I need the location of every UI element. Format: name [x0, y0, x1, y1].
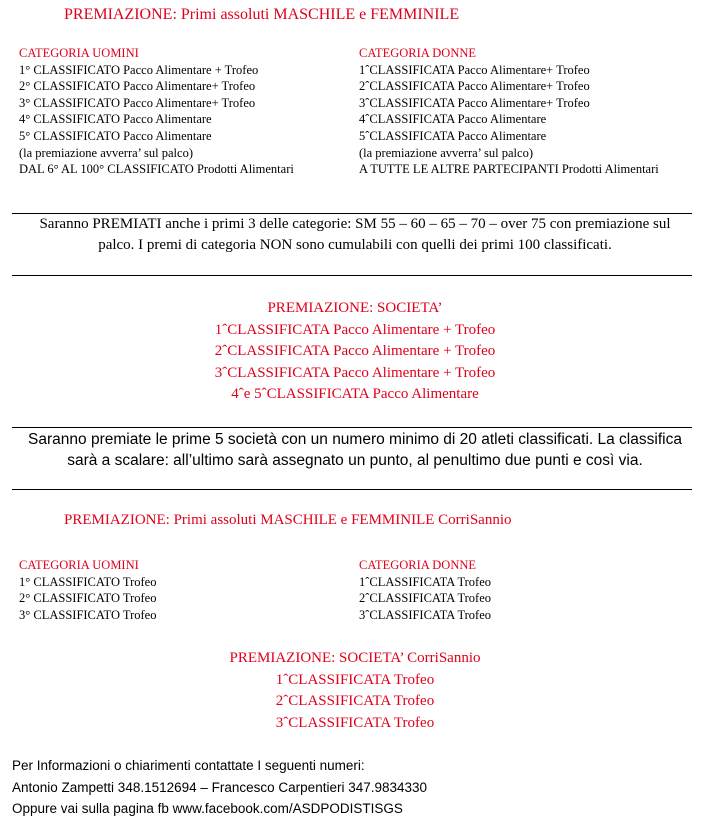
divider: [12, 427, 692, 428]
societa-corrisannio-title: PREMIAZIONE: SOCIETA’ CorriSannio: [229, 650, 481, 666]
men-prize-note: (la premiazione avverra’ sul palco): [19, 145, 193, 160]
men-category-column: [19, 45, 359, 178]
societa-row: 1ˆCLASSIFICATA Pacco Alimentare + Trofeo: [214, 321, 496, 338]
women-category-heading: CATEGORIA DONNE: [359, 558, 477, 572]
societa-row: 1ˆCLASSIFICATA Trofeo: [275, 671, 435, 688]
men-prize-row: 3° CLASSIFICATO Trofeo: [19, 607, 157, 622]
men-prize-row: 1° CLASSIFICATO Trofeo: [19, 574, 157, 589]
societa-row: 3ˆCLASSIFICATA Pacco Alimentare + Trofeo: [214, 364, 496, 381]
societa-row: 2ˆCLASSIFICATA Pacco Alimentare + Trofeo: [214, 343, 496, 359]
societa-row: 2ˆCLASSIFICATA Trofeo: [275, 693, 435, 709]
women-prize-row: 1ˆCLASSIFICATA Trofeo: [359, 574, 492, 589]
women-prize-row: 5ˆCLASSIFICATA Pacco Alimentare: [359, 128, 547, 143]
societa-row: 4ˆe 5ˆCLASSIFICATA Pacco Alimentare: [231, 386, 479, 402]
societa-title: PREMIAZIONE: SOCIETA’: [267, 300, 443, 316]
men-category-heading: CATEGORIA UOMINI: [19, 46, 139, 60]
contact-info: [12, 755, 702, 820]
divider: [12, 489, 692, 490]
men-category-heading: CATEGORIA UOMINI: [19, 558, 139, 572]
women-prize-row: 4ˆCLASSIFICATA Pacco Alimentare: [359, 112, 547, 127]
women-prize-row: 1ˆCLASSIFICATA Pacco Alimentare+ Trofeo: [359, 62, 590, 77]
facebook-link[interactable]: Oppure vai sulla pagina fb www.facebook.com/ASDPODISTISGS: [12, 801, 403, 816]
societa-section: [0, 298, 710, 406]
men-prize-row: 3° CLASSIFICATO Pacco Alimentare+ Trofeo: [19, 95, 256, 110]
section1-title: PREMIAZIONE: Primi assoluti MASCHILE e FEMMINILE: [64, 6, 460, 23]
men-prize-row: 1° CLASSIFICATO Pacco Alimentare + Trofeo: [19, 62, 259, 77]
women-category-column: [359, 45, 699, 178]
women-prize-row: 3ˆCLASSIFICATA Pacco Alimentare+ Trofeo: [359, 95, 590, 110]
women-prize-note: (la premiazione avverra’ sul palco): [359, 145, 533, 160]
women-prize-row: 3ˆCLASSIFICATA Trofeo: [359, 607, 492, 622]
divider: [12, 275, 692, 276]
category-note: Saranno PREMIATI anche i primi 3 delle categorie: SM 55 – 60 – 65 – 70 – over 75 con premiazione sul palco. I premi di categoria NON sono cumulabili con quelli dei primi 100 classificati.: [39, 216, 671, 253]
societa-corrisannio-section: [0, 648, 710, 734]
men-prize-row: 4° CLASSIFICATO Pacco Alimentare: [19, 112, 212, 127]
women-prize-row: 2ˆCLASSIFICATA Trofeo: [359, 591, 492, 606]
contact-intro: Per Informazioni o chiarimenti contattate I seguenti numeri:: [12, 758, 365, 773]
men-prize-row: 2° CLASSIFICATO Pacco Alimentare+ Trofeo: [19, 79, 256, 94]
women-category-heading: CATEGORIA DONNE: [359, 46, 477, 60]
women-category-column-corrisannio: [359, 557, 699, 623]
women-prize-row: 2ˆCLASSIFICATA Pacco Alimentare+ Trofeo: [359, 79, 590, 94]
men-prize-row: DAL 6° AL 100° CLASSIFICATO Prodotti Alimentari: [19, 162, 294, 177]
societa-note: Saranno premiate le prime 5 società con un numero minimo di 20 atleti classificati. La classifica sarà a scalare: all’ultimo sarà assegnato un punto, al penultimo due punti e così via.: [28, 431, 682, 469]
men-prize-row: 2° CLASSIFICATO Trofeo: [19, 591, 157, 606]
men-prize-row: 5° CLASSIFICATO Pacco Alimentare: [19, 128, 212, 143]
men-category-column-corrisannio: [19, 557, 359, 623]
women-prize-row: A TUTTE LE ALTRE PARTECIPANTI Prodotti Alimentari: [359, 162, 659, 177]
societa-row: 3ˆCLASSIFICATA Trofeo: [275, 714, 435, 731]
contact-phones: Antonio Zampetti 348.1512694 – Francesco Carpentieri 347.9834330: [12, 779, 428, 795]
section2-title: PREMIAZIONE: Primi assoluti MASCHILE e FEMMINILE CorriSannio: [64, 512, 512, 528]
